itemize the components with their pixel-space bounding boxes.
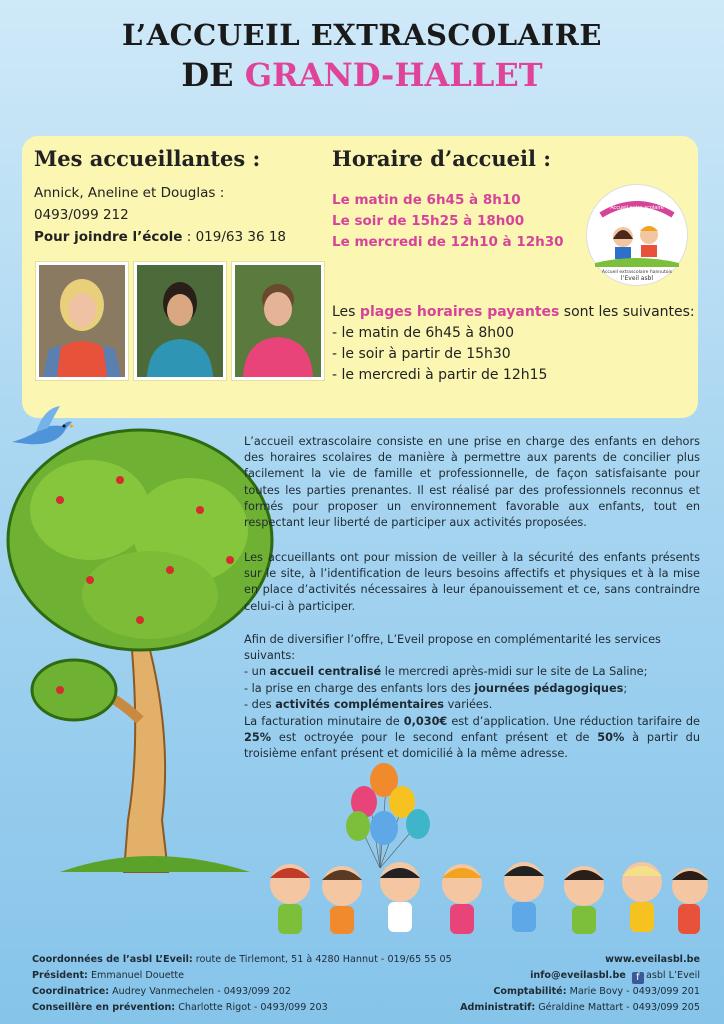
children-illustration [250,856,710,944]
person-illustration [39,265,125,377]
footer-label: Coordinatrice: [32,986,110,997]
pricing-text: est octroyée pour le second enfant présent et de [271,731,598,745]
person-illustration [137,265,223,377]
service-bold: activités complémentaires [275,697,444,711]
intro-paragraph: L’accueil extrascolaire consiste en une prise en charge des enfants en dehors des horaires scolaires de manière à permettre aux parents de concilier plus facilement la vie de famille et professionnelle, de façon satisfaisante pour toutes les parties prenantes. Il est réalisé par des professionnels reconnus et formés pour proposer un environnement favorable aux enfants, tout en respectant leur liberté de participer aux activités proposées. [244,435,700,530]
footer-value: Marie Bovy - 0493/099 201 [566,986,700,997]
paid-morning: - le matin de 6h45 à 8h00 [332,325,514,341]
pricing-paragraph [244,714,700,763]
eveil-logo [586,184,688,286]
staff-names: Annick, Aneline et Douglas : [34,185,225,201]
pricing-text: est d’application. Une réduction tarifaire de [447,715,700,728]
service-item [244,697,700,713]
service-text: le mercredi après-midi sur le site de La Saline; [381,665,648,679]
pricing-text: à partir du troisième enfant présent et domicilié à la même adresse. [244,731,700,761]
opening-hours [332,190,564,253]
footer-accounting [460,984,700,1000]
service-bold: accueil centralisé [269,665,382,679]
footer-label: Conseillère en prévention: [32,1002,176,1013]
hours-evening: Le soir de 15h25 à 18h00 [332,213,525,229]
footer-label: Comptabilité: [493,986,567,997]
logo-banner-text: Accueil extra-scolaire [610,205,664,211]
service-bold: journées pédagogiques [474,681,624,695]
footer-label: Coordonnées de l’asbl L’Eveil: [32,954,193,965]
logo-top-text: Accueil extrascolaire hannutois [601,270,673,275]
paid-highlight: plages horaires payantes [359,304,560,320]
service-text: - un [244,665,270,679]
paid-wednesday: - le mercredi à partir de 12h15 [332,367,548,383]
pricing-discount-2: 50% [597,731,625,745]
photo-aneline [134,262,226,380]
footer-right [460,952,700,1016]
hours-heading: Horaire d’accueil : [332,146,552,171]
school-contact [34,227,286,247]
school-label: Pour joindre l’école [34,229,183,245]
service-item [244,681,700,697]
facebook-icon[interactable]: f [632,972,644,984]
paid-intro-pre: Les [332,304,360,320]
email-link[interactable]: info@eveilasbl.be [530,970,626,981]
paid-intro-post: sont les suivantes: [559,304,695,320]
footer-coordinator [32,984,452,1000]
pricing-text: La facturation minutaire de [244,715,404,728]
footer-president [32,968,452,984]
title-highlight: GRAND-HALLET [244,56,543,94]
tree-illustration [0,420,278,880]
footer-coordinates [32,952,452,968]
website-link[interactable] [460,952,700,968]
footer-value: route de Tirlemont, 51 à 4280 Hannut - 019/65 55 05 [192,954,452,965]
website-text[interactable]: www.eveilasbl.be [605,954,700,965]
services-list [244,632,700,713]
paid-evening: - le soir à partir de 15h30 [332,346,511,362]
page-title-line1: L’ACCUEIL EXTRASCOLAIRE [122,18,602,52]
service-text: ; [623,681,628,695]
staff-phone: 0493/099 212 [34,207,129,223]
footer-label: Président: [32,970,88,981]
photo-annick [36,262,128,380]
service-item [244,664,700,680]
logo-bottom-text: l’Eveil asbl [620,275,654,282]
facebook-label[interactable]: asbl L’Eveil [645,970,700,981]
footer-value: Charlotte Rigot - 0493/099 203 [175,1002,328,1013]
person-illustration [235,265,321,377]
staff-heading: Mes accueillantes : [34,146,261,171]
page-title-line2 [0,56,724,94]
pricing-discount-1: 25% [244,731,272,745]
hours-wednesday: Le mercredi de 12h10 à 12h30 [332,234,564,250]
pricing-rate: 0,030€ [403,715,448,728]
footer-value: Audrey Vanmechelen - 0493/099 202 [109,986,292,997]
services-intro: Afin de diversifier l’offre, L’Eveil propose en complémentarité les services suivants: [244,633,661,663]
school-phone: : 019/63 36 18 [182,229,287,245]
hours-morning: Le matin de 6h45 à 8h10 [332,192,521,208]
footer-admin [460,1000,700,1016]
footer-label: Administratif: [460,1002,536,1013]
footer-prevention [32,1000,452,1016]
mission-paragraph: Les accueillants ont pour mission de veiller à la sécurité des enfants présents sur le site, à l’identification de leurs besoins affectifs et physiques et à la mise en place d’activités nécessaires à leur épanouissement et ce, sans contraindre celui-ci à participer. [244,551,700,613]
service-text: - des [244,697,276,711]
service-text: variées. [444,697,493,711]
footer-value: Géraldine Mattart - 0493/099 205 [535,1002,700,1013]
contact-line [460,968,700,984]
footer-value: Emmanuel Douette [87,970,185,981]
photo-douglas [232,262,324,380]
paid-hours [332,302,695,386]
footer-left [32,952,452,1016]
paid-intro [332,302,695,323]
service-text: - la prise en charge des enfants lors des [244,681,475,695]
title-prefix: DE [181,56,245,94]
